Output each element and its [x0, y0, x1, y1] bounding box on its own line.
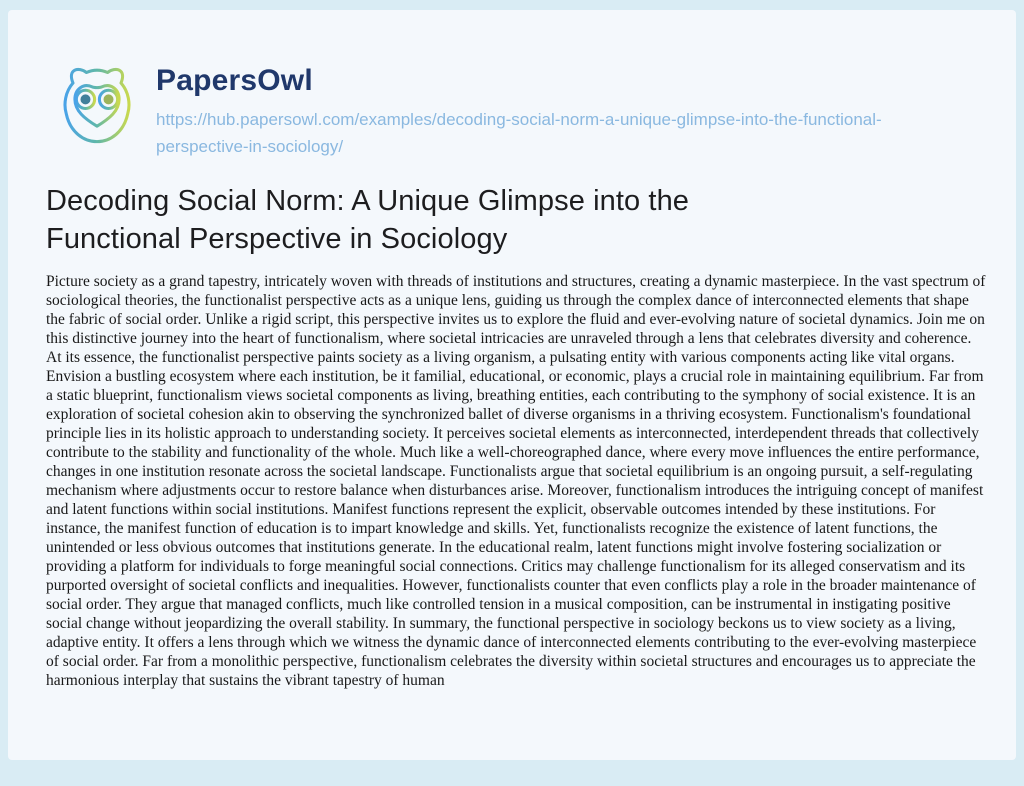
page-title: Decoding Social Norm: A Unique Glimpse into the Functional Perspective in Sociology	[46, 185, 690, 255]
site-header	[46, 60, 978, 160]
page-url-link[interactable]: https://hub.papersowl.com/examples/decoding-social-norm-a-unique-glimpse-into-the-functional-perspective-in-sociology/	[156, 110, 882, 156]
owl-icon	[46, 60, 148, 156]
brand-block	[156, 60, 901, 160]
essay-body-text: Picture society as a grand tapestry, intricately woven with threads of institutions and structures, creating a dynamic masterpiece. In the vast spectrum of sociological theories, the functionalist perspective acts as a unique lens, guiding us through the complex dance of interconnected elements that shape the fabric of social order. Unlike a rigid script, this perspective invites us to explore the fluid and ever-evolving nature of societal dynamics. Join me on this distinctive journey into the heart of functionalism, where societal intricacies are unraveled through a lens that celebrates diversity and coherence. At its essence, the functionalist perspective paints society as a living organism, a pulsating entity with various components acting like vital organs. Envision a bustling ecosystem where each institution, be it familial, educational, or economic, plays a crucial role in maintaining equilibrium. Far from a static blueprint, functionalism views societal components as living, breathing entities, each contributing to the symphony of social existence. It is an exploration of societal cohesion akin to observing the synchronized ballet of diverse organisms in a thriving ecosystem. Functionalism's foundational principle lies in its holistic approach to understanding society. It perceives societal elements as interconnected, interdependent threads that collectively contribute to the stability and functionality of the whole. Much like a well-choreographed dance, where every move influences the entire performance, changes in one institution resonate across the societal landscape. Functionalists argue that societal equilibrium is an ongoing pursuit, a self-regulating mechanism where adjustments occur to restore balance when disturbances arise. Moreover, functionalism introduces the intriguing concept of manifest and latent functions within social institutions. Manifest functions represent the explicit, observable outcomes intended by these institutions. For instance, the manifest function of education is to impart knowledge and skills. Yet, functionalists recognize the existence of latent functions, the unintended or less obvious outcomes that institutions generate. In the educational realm, latent functions might involve fostering socialization or providing a platform for individuals to forge meaningful social connections. Critics may challenge functionalism for its alleged conservatism and its purported oversight of societal conflicts and inequalities. However, functionalists counter that even conflicts play a role in the broader maintenance of social order. They argue that managed conflicts, much like controlled tension in a musical composition, can be instrumental in instigating positive social change without jeopardizing the overall stability. In summary, the functional perspective in sociology beckons us to view society as a living, adaptive entity. It offers a lens through which we witness the dynamic dance of interconnected elements contributing to the ever-evolving masterpiece of social order. Far from a monolithic perspective, functionalism celebrates the diversity within societal structures and encourages us to appreciate the harmonious interplay that sustains the vibrant tapestry of human	[46, 273, 986, 689]
content-card	[8, 10, 1016, 760]
brand-name: PapersOwl	[156, 64, 313, 97]
